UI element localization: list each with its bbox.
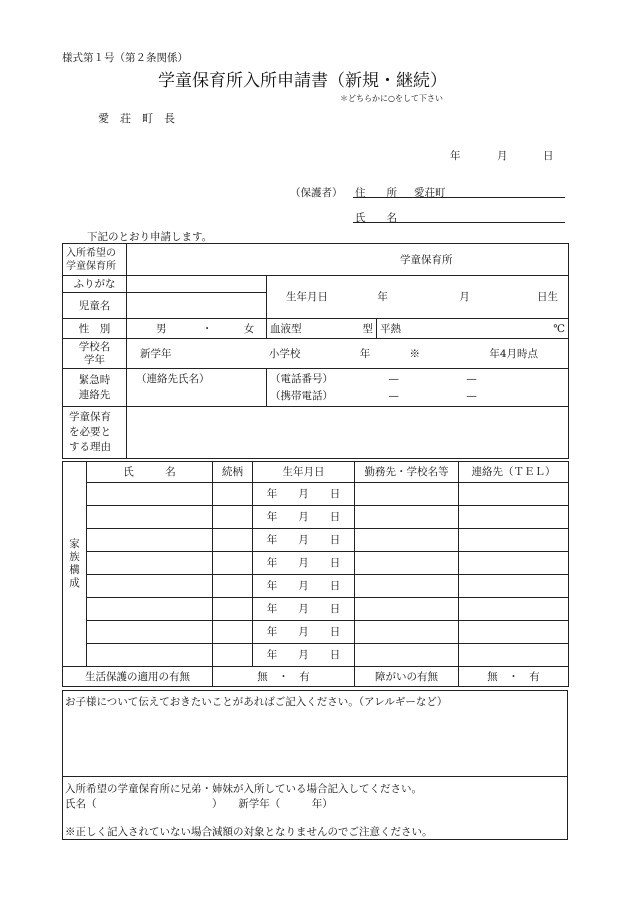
family-header-name: 氏 名 xyxy=(87,462,213,483)
elementary-label: 小学校 xyxy=(268,347,301,360)
date-month-label[interactable]: 月 xyxy=(497,150,508,162)
welfare-label: 生活保護の適用の有無 xyxy=(63,667,213,687)
reason-label: 学童保育 を必要と する理由 xyxy=(63,407,127,459)
phone-label: （電話番号） xyxy=(270,372,333,385)
family-tel-input[interactable] xyxy=(459,598,569,621)
family-work-input[interactable] xyxy=(355,529,459,552)
phone-dash-1: — xyxy=(388,372,399,385)
phone-dash-2: — xyxy=(466,372,477,385)
welfare-options[interactable]: 無 ・ 有 xyxy=(213,667,355,687)
addressee: 愛 荘 町 長 xyxy=(98,112,175,125)
new-grade-label: 新学年 xyxy=(140,347,172,360)
family-tel-input[interactable] xyxy=(459,552,569,575)
name-underline xyxy=(353,222,565,223)
furigana-label: ふりがな xyxy=(63,276,127,293)
family-relation-input[interactable] xyxy=(213,529,253,552)
family-birthdate-input[interactable]: 年 月 日 xyxy=(253,621,355,644)
family-birthdate-input[interactable]: 年 月 日 xyxy=(253,506,355,529)
family-work-input[interactable] xyxy=(355,598,459,621)
family-header-tel: 連絡先（ＴＥＬ） xyxy=(459,462,569,483)
family-relation-input[interactable] xyxy=(213,598,253,621)
family-tel-input[interactable] xyxy=(459,621,569,644)
page-title: 学童保育所入所申請書（新規・継続） xyxy=(158,71,447,91)
family-birthdate-input[interactable]: 年 月 日 xyxy=(253,483,355,506)
family-birthdate-input[interactable]: 年 月 日 xyxy=(253,598,355,621)
reason-input[interactable] xyxy=(127,407,569,459)
family-birthdate-input[interactable]: 年 月 日 xyxy=(253,575,355,598)
family-name-input[interactable] xyxy=(87,506,213,529)
name-label: 氏 名 xyxy=(355,212,397,224)
warning-text: ※正しく記入されていない場合減額の対象となりませんのでご注意ください。 xyxy=(65,826,433,838)
family-header-birthdate: 生年月日 xyxy=(253,462,355,483)
school-field[interactable] xyxy=(127,339,569,369)
disability-options[interactable]: 無 ・ 有 xyxy=(459,667,569,687)
blood-type-label: 血液型 xyxy=(270,322,302,335)
family-work-input[interactable] xyxy=(355,621,459,644)
intro-text: 下記のとおり申請します。 xyxy=(87,231,213,243)
family-relation-input[interactable] xyxy=(213,644,253,667)
mobile-dash-1: — xyxy=(388,389,399,402)
family-work-input[interactable] xyxy=(355,575,459,598)
body-temp-unit: ℃ xyxy=(553,322,566,335)
family-birthdate-input[interactable]: 年 月 日 xyxy=(253,552,355,575)
allergy-prompt: お子様について伝えておきたいことがあればご記入ください。（アレルギーなど） xyxy=(65,696,448,708)
address-label: 住 所 xyxy=(355,187,397,199)
family-tel-input[interactable] xyxy=(459,529,569,552)
birth-year-label: 年 xyxy=(377,291,388,303)
date-year-label[interactable]: 年 xyxy=(450,150,461,162)
child-name-label: 児童名 xyxy=(63,293,127,319)
family-tel-input[interactable] xyxy=(459,506,569,529)
family-work-input[interactable] xyxy=(355,644,459,667)
family-label: 家族構成 xyxy=(63,462,87,667)
disability-label: 障がいの有無 xyxy=(355,667,459,687)
mobile-dash-2: — xyxy=(466,389,477,402)
desired-facility-field[interactable] xyxy=(127,244,569,276)
family-relation-input[interactable] xyxy=(213,552,253,575)
blood-type-unit: 型 xyxy=(362,322,373,335)
sibling-name-field[interactable]: 氏名（ ） 新学年（ 年） xyxy=(65,798,333,810)
family-table xyxy=(62,461,569,687)
selection-note: ＊どちらかに○をして下さい xyxy=(340,94,443,103)
body-temp-label: 平熱 xyxy=(380,322,401,335)
family-name-input[interactable] xyxy=(87,621,213,644)
family-name-input[interactable] xyxy=(87,552,213,575)
family-header-relation: 続柄 xyxy=(213,462,253,483)
as-of-label: 年4月時点 xyxy=(489,347,539,360)
sex-female-option[interactable]: 女 xyxy=(243,322,255,335)
emergency-contact-name[interactable] xyxy=(127,369,267,407)
sex-separator: ・ xyxy=(201,322,213,335)
grade-year-label: 年 xyxy=(359,347,371,360)
date-day-label[interactable]: 日 xyxy=(543,150,554,162)
sex-male-option[interactable]: 男 xyxy=(156,322,167,335)
desired-facility-label: 入所希望の学童保育所 xyxy=(63,244,127,276)
mobile-label: （携帯電話） xyxy=(270,389,333,402)
contact-name-label: （連絡先氏名） xyxy=(136,373,210,385)
family-name-input[interactable] xyxy=(87,529,213,552)
family-relation-input[interactable] xyxy=(213,575,253,598)
sibling-prompt: 入所希望の学童保育所に兄弟・姉妹が入所している場合記入してください。 xyxy=(65,783,422,795)
family-work-input[interactable] xyxy=(355,483,459,506)
family-birthdate-input[interactable]: 年 月 日 xyxy=(253,644,355,667)
emergency-phones[interactable] xyxy=(267,369,569,407)
address-value[interactable]: 愛荘町 xyxy=(414,187,446,199)
family-work-input[interactable] xyxy=(355,552,459,575)
blood-type-field[interactable] xyxy=(267,319,377,339)
application-table xyxy=(62,243,569,459)
family-relation-input[interactable] xyxy=(213,483,253,506)
desired-facility-value: 学童保育所 xyxy=(400,253,453,266)
grade-mark: ※ xyxy=(409,347,421,360)
furigana-input[interactable] xyxy=(127,276,267,293)
family-relation-input[interactable] xyxy=(213,506,253,529)
sex-field[interactable] xyxy=(127,319,267,339)
school-label: 学校名 学年 xyxy=(63,339,127,369)
birth-day-label: 日生 xyxy=(537,291,559,303)
family-name-input[interactable] xyxy=(87,598,213,621)
family-name-input[interactable] xyxy=(87,483,213,506)
family-name-input[interactable] xyxy=(87,575,213,598)
birth-month-label: 月 xyxy=(459,291,470,303)
emergency-label: 緊急時 連絡先 xyxy=(63,369,127,407)
address-underline xyxy=(353,197,565,198)
family-work-input[interactable] xyxy=(355,506,459,529)
birthdate-label: 生年月日 xyxy=(286,291,328,303)
family-tel-input[interactable] xyxy=(459,483,569,506)
family-birthdate-input[interactable]: 年 月 日 xyxy=(253,529,355,552)
birthdate-field[interactable] xyxy=(267,276,569,319)
family-name-input[interactable] xyxy=(87,644,213,667)
family-header-work: 勤務先・学校名等 xyxy=(355,462,459,483)
sex-label: 性 別 xyxy=(63,319,127,339)
guardian-label: （保護者） xyxy=(290,187,343,199)
family-tel-input[interactable] xyxy=(459,644,569,667)
form-number: 様式第１号（第２条関係） xyxy=(62,52,188,64)
family-relation-input[interactable] xyxy=(213,621,253,644)
family-tel-input[interactable] xyxy=(459,575,569,598)
child-name-input[interactable] xyxy=(127,293,267,319)
body-temp-field[interactable] xyxy=(377,319,569,339)
notes-divider xyxy=(62,776,568,777)
